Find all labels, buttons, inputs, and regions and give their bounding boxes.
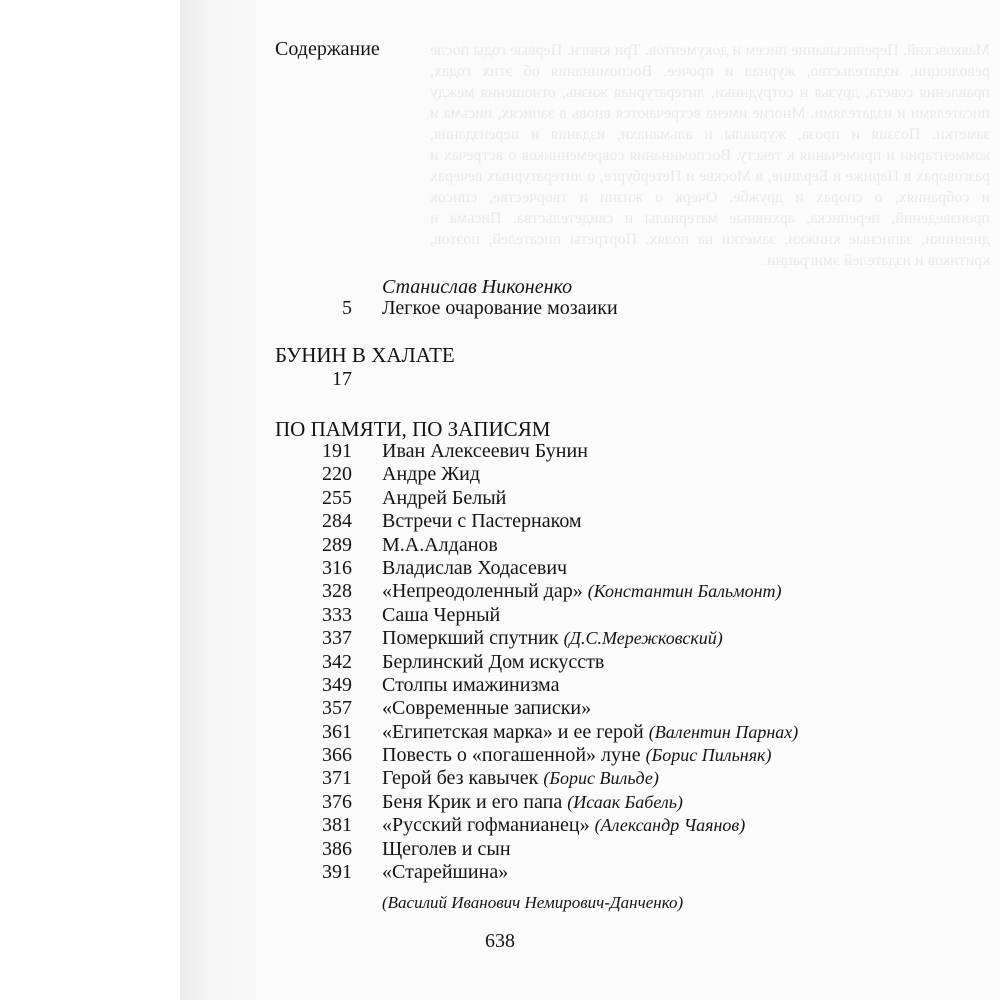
entry-title-wrap (382, 744, 771, 767)
entry-title: Беня Крик и его папа (382, 790, 563, 813)
section-page-number: 17 (332, 368, 352, 390)
entry-page-number: 361 (322, 720, 352, 743)
entry-subject: (Исаак Бабель) (567, 791, 683, 812)
entry-title-wrap (382, 534, 498, 557)
entry-title: «Современные записки» (382, 697, 592, 720)
entry-title-wrap (382, 557, 567, 580)
entry-title: Столпы имажинизма (382, 673, 560, 696)
entry-title-wrap (382, 791, 683, 814)
entry-title-wrap (382, 651, 604, 674)
entry-subject-continued: (Василий Иванович Немирович-Данченко) (382, 893, 684, 912)
toc-entry (300, 557, 820, 580)
entry-subject: (Борис Вильде) (543, 768, 659, 789)
entry-title: Померкший спутник (382, 627, 559, 650)
entry-title: «Русский гофманианец» (382, 814, 590, 837)
toc-entry (300, 463, 820, 486)
preface-title: Легкое очарование мозаики (382, 297, 618, 319)
section-heading-bunin: БУНИН В ХАЛАТЕ (275, 343, 455, 367)
entry-page-number: 357 (322, 697, 352, 720)
toc-entry (300, 580, 820, 603)
entry-page-number: 333 (322, 603, 352, 626)
entry-page-number: 342 (322, 650, 352, 673)
entry-page-number: 371 (322, 767, 352, 790)
entry-title-wrap (382, 487, 506, 510)
entry-title: Андрей Белый (382, 486, 507, 509)
entry-title-wrap (382, 721, 798, 744)
toc-heading: Содержание (275, 38, 380, 60)
entry-subject: (Александр Чаянов) (594, 815, 746, 836)
toc-entry (300, 604, 820, 627)
toc-entry (300, 814, 820, 837)
entry-page-number: 366 (322, 744, 352, 767)
toc-entry (300, 791, 820, 814)
toc-entry (300, 440, 820, 463)
bleed-through-text: Маяковский. Переписывание писем и документов. Три книги. Первые годы после революции, издательство, журнал и прочее. Воспоминания об этих годах, правления совета, друзья и сотрудники, литературная жизнь, отношения между писателями и издателями. Многие имена встречаются вновь в записях, письма и заметки. Поэзия и проза, журналы и альманахи, издания и переиздания, комментарии и примечания к тексту. Воспоминания современников о встречах и разговорах в Париже и Берлине, в Москве и Петербурге, о литературных вечерах и собраниях, о спорах и дружбе. Очерк о жизни и творчестве, список произведений, переписка, архивные материалы и свидетельства. Письма и дневники, записные книжки, заметки на полях. Портреты писателей, поэтов, критиков и издателей эмиграции. (430, 42, 990, 269)
entry-title-wrap (382, 838, 511, 861)
entry-page-number: 328 (322, 580, 352, 603)
entry-subject: (Константин Бальмонт) (587, 581, 782, 602)
entry-page-number: 284 (322, 510, 352, 533)
entry-title-wrap (382, 767, 659, 790)
entry-subject: (Борис Пильняк) (645, 745, 772, 766)
entry-title-wrap (382, 674, 559, 697)
entry-title: Повесть о «погашенной» луне (382, 744, 641, 767)
entry-title: Щеголев и сын (382, 837, 511, 860)
toc-entry (300, 861, 820, 884)
entry-page-number: 349 (322, 673, 352, 696)
entry-title: Встречи с Пастернаком (382, 510, 582, 533)
entry-title: Владислав Ходасевич (382, 556, 568, 579)
entry-page-number: 386 (322, 837, 352, 860)
section-heading-memory: ПО ПАМЯТИ, ПО ЗАПИСЯМ (275, 417, 551, 441)
entry-title-wrap (382, 697, 591, 720)
entry-title-wrap (382, 627, 723, 650)
toc-entry (300, 767, 820, 790)
entry-title-wrap (382, 463, 480, 486)
toc-entry (300, 674, 820, 697)
entry-title-wrap (382, 440, 588, 463)
entry-title: Берлинский Дом искусств (382, 650, 605, 673)
toc-entry (300, 651, 820, 674)
entry-subject: (Д.С.Мережковский) (563, 628, 723, 649)
entry-title: Андре Жид (382, 463, 480, 486)
entry-page-number: 255 (322, 486, 352, 509)
toc-entry (300, 627, 820, 650)
entry-page-number: 316 (322, 556, 352, 579)
toc-entry (300, 510, 820, 533)
entry-title: Герой без кавычек (382, 767, 539, 790)
preface-author: Станислав Никоненко (382, 276, 573, 298)
toc-entries (300, 440, 820, 884)
entry-page-number: 391 (322, 861, 352, 884)
entry-page-number: 376 (322, 790, 352, 813)
entry-page-number: 337 (322, 627, 352, 650)
entry-title: М.А.Алданов (382, 533, 498, 556)
entry-title: «Непреодоленный дар» (382, 580, 583, 603)
entry-title: Иван Алексеевич Бунин (382, 440, 588, 462)
entry-title-wrap (382, 580, 782, 603)
entry-title-wrap (382, 861, 508, 884)
toc-entry (300, 697, 820, 720)
toc-entry (300, 838, 820, 861)
entry-title: Саша Черный (382, 603, 501, 626)
entry-page-number: 381 (322, 814, 352, 837)
entry-title-wrap (382, 814, 745, 837)
page-number: 638 (485, 930, 515, 952)
entry-title-wrap (382, 604, 500, 627)
entry-title: «Старейшина» (382, 861, 509, 884)
entry-page-number: 191 (322, 440, 352, 462)
toc-entry (300, 721, 820, 744)
preface-page-number: 5 (342, 297, 352, 319)
entry-subject: (Валентин Парнах) (648, 721, 799, 742)
entry-title: «Египетская марка» и ее герой (382, 720, 644, 743)
entry-page-number: 289 (322, 533, 352, 556)
entry-page-number: 220 (322, 463, 352, 486)
toc-entry (300, 534, 820, 557)
toc-entry (300, 487, 820, 510)
toc-entry (300, 744, 820, 767)
entry-title-wrap (382, 510, 582, 533)
